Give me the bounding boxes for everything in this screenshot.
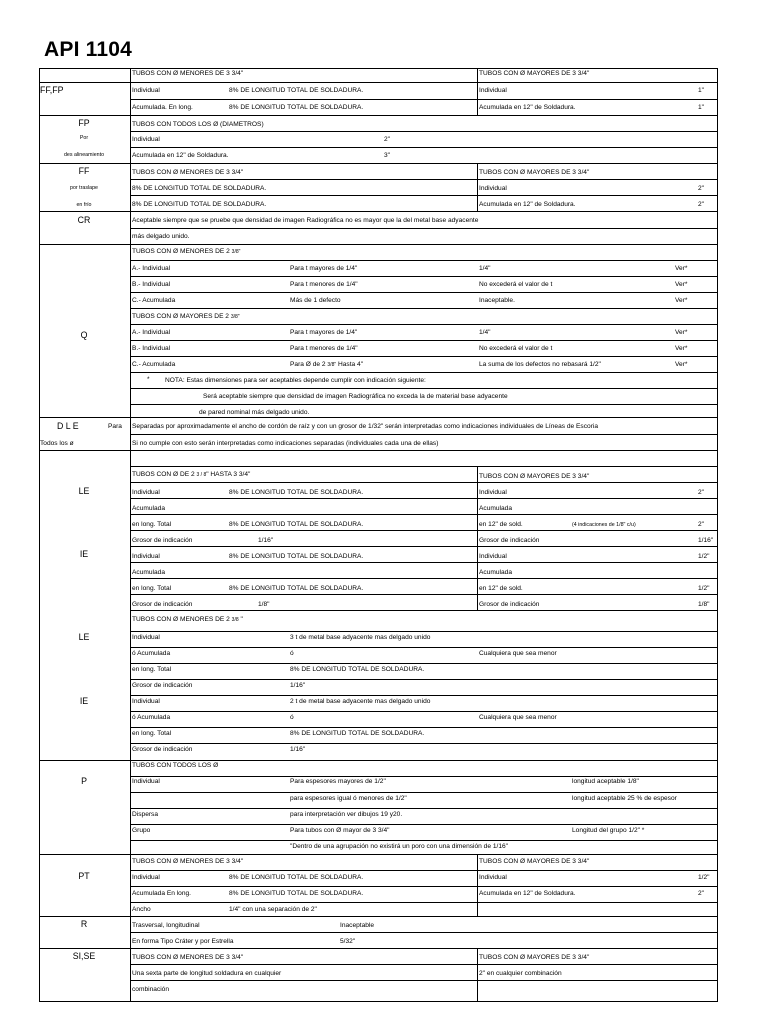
cell: ó Acumulada	[132, 650, 171, 657]
cell: Individual	[479, 489, 507, 496]
cell: Individual	[132, 553, 160, 560]
cell: longitud aceptable 1/8"	[572, 778, 639, 785]
cell: 8% DE LONGITUD TOTAL DE SOLDADURA.	[290, 666, 425, 673]
grid-line	[130, 260, 718, 261]
grid-line	[39, 450, 718, 451]
grid-line	[130, 663, 718, 664]
code-dle-para: Para	[108, 423, 122, 430]
cell: 2 t de metal base adyacente mas delgado unido	[290, 698, 431, 705]
cell: Dispersa	[132, 811, 159, 818]
grid-line	[130, 594, 718, 595]
code-ie: IE	[79, 549, 89, 559]
cell: en long. Total	[132, 666, 172, 673]
grid-line	[130, 498, 718, 499]
cell: C.- Acumulada	[132, 297, 176, 304]
cell: Individual	[132, 874, 160, 881]
code-ie: IE	[79, 696, 89, 706]
cell: Individual	[479, 874, 507, 881]
grid-line	[130, 824, 718, 825]
cell: en long. Total	[132, 730, 172, 737]
cell: TUBOS CON TODOS LOS Ø	[132, 762, 219, 769]
cell: Ver*	[675, 297, 688, 304]
cell: 8% DE LONGITUD TOTAL DE SOLDADURA.	[229, 874, 364, 881]
cell: Longitud del grupo 1/2" *	[572, 827, 645, 834]
note: Será aceptable siempre que densidad de imagen Radiográfica no exceda la de material base adyacente	[203, 393, 508, 400]
cell: Grosor de indicación	[132, 537, 193, 544]
cell: Acumulada	[132, 569, 165, 576]
grid-line	[39, 916, 718, 917]
grid-line	[130, 695, 718, 696]
acceptance-criteria-table	[39, 68, 717, 1001]
cell: Aceptable siempre que se pruebe que densidad de imagen Radiográfica no es mayor que la del metal base adyacente	[132, 217, 479, 224]
grid-line	[130, 340, 718, 341]
grid-line	[130, 679, 718, 680]
cell: TUBOS CON Ø MAYORES DE 3 3/4"	[479, 954, 590, 961]
cell: Individual	[132, 136, 160, 143]
grid-line	[130, 482, 718, 483]
cell: 1/16"	[290, 746, 306, 753]
grid-line	[39, 68, 718, 69]
cell: 1/4"	[479, 329, 491, 336]
cell: TUBOS CON TODOS LOS Ø (DIAMETROS)	[132, 121, 264, 128]
cell: B.- Individual	[132, 281, 171, 288]
cell: Acumulada en 12" de Soldadura.	[479, 104, 576, 111]
grid-line	[39, 760, 718, 761]
cell: longitud aceptable 25 % de espesor	[572, 795, 677, 802]
grid-line	[130, 578, 718, 579]
cell: Para tubos con Ø mayor de 3 3/4"	[290, 827, 390, 834]
grid-line	[130, 792, 718, 793]
grid-line	[130, 647, 718, 648]
cell: 1/2"	[698, 553, 710, 560]
code-le: LE	[78, 486, 90, 496]
cell: 8% DE LONGITUD TOTAL DE SOLDADURA.	[132, 185, 267, 192]
cell: Individual	[132, 778, 160, 785]
code-fp-sub: Por	[79, 135, 89, 141]
grid-line	[130, 932, 718, 933]
grid-line	[39, 1001, 718, 1002]
cell: 1/8"	[258, 601, 270, 608]
cell: 3"	[384, 152, 391, 159]
grid-line	[130, 228, 718, 229]
cell: 1"	[698, 87, 705, 94]
cell: 8% DE LONGITUD TOTAL DE SOLDADURA.	[132, 201, 267, 208]
cell: 2"	[384, 136, 391, 143]
cell: A.- Individual	[132, 265, 171, 272]
code-dle: D L E	[57, 421, 79, 431]
cell: 1/2"	[698, 874, 710, 881]
cell: Grosor de indicación	[479, 537, 540, 544]
grid-line	[130, 372, 718, 373]
grid-line	[130, 434, 718, 435]
cell: 8% DE LONGITUD TOTAL DE SOLDADURA.	[290, 730, 425, 737]
grid-line	[130, 546, 718, 547]
cell: 2"	[698, 201, 705, 208]
cell: TUBOS CON Ø MENORES DE 3 3/4"	[132, 858, 244, 865]
cell: Acumulada en 12" de Soldadura.	[132, 152, 229, 159]
cell: Cualquiera que sea menor	[479, 714, 557, 721]
cell: Ver*	[675, 265, 688, 272]
cell: en 12" de sold.	[479, 585, 523, 592]
cell: Separadas por aproximadamente el ancho de cordón de raíz y con un grosor de 1/32" serán interpretadas como indicaciones individuales de Líneas de Escoria	[132, 423, 599, 430]
cell: TUBOS CON Ø MENORES DE 2 3/8"	[132, 248, 241, 255]
cell: ó	[290, 650, 294, 657]
code-p: P	[81, 776, 87, 786]
cell: Acumulada	[479, 505, 512, 512]
note-star: *	[147, 376, 150, 383]
cell: TUBOS CON Ø MAYORES DE 2 3/8"	[132, 313, 240, 320]
cell: Individual	[132, 634, 160, 641]
grid-line	[130, 631, 718, 632]
grid-line	[130, 840, 718, 841]
grid-line	[39, 68, 40, 1002]
cell: Ver*	[675, 361, 688, 368]
grid-line	[130, 356, 718, 357]
grid-line	[130, 964, 718, 965]
cell: Grosor de indicación	[132, 682, 193, 689]
grid-line	[130, 131, 718, 132]
grid-line	[130, 870, 718, 871]
code-fp-sub: des alineamiento	[63, 152, 105, 158]
cell: en 12" de sold.	[479, 521, 523, 528]
header-right: TUBOS CON Ø MAYORES DE 3 3/4"	[479, 70, 590, 77]
cell: Individual	[132, 87, 160, 94]
cell: Grosor de indicación	[132, 601, 193, 608]
cell: TUBOS CON Ø MAYORES DE 3 3/4"	[479, 473, 590, 480]
cell: combinación	[132, 986, 170, 993]
grid-line	[130, 147, 718, 148]
code-si-se: SI,SE	[72, 951, 96, 961]
grid-line	[477, 68, 478, 116]
cell: Ver*	[675, 329, 688, 336]
cell: 8% DE LONGITUD TOTAL DE SOLDADURA.	[229, 489, 364, 496]
cell: Grupo	[132, 827, 151, 834]
cell: A.- Individual	[132, 329, 171, 336]
grid-line	[39, 417, 718, 418]
grid-line	[130, 99, 718, 100]
cell: Más de 1 defecto	[290, 297, 341, 304]
cell: Cualquiera que sea menor	[479, 650, 557, 657]
grid-line	[130, 68, 131, 1002]
grid-line	[130, 404, 718, 405]
grid-line	[39, 82, 718, 83]
cell: 8% DE LONGITUD TOTAL DE SOLDADURA.	[229, 521, 364, 528]
cell: 2"	[698, 890, 705, 897]
grid-line	[130, 711, 718, 712]
cell: 3 t de metal base adyacente mas delgado unido	[290, 634, 431, 641]
cell: Acumulada	[132, 505, 165, 512]
cell: Para t mayores de 1/4"	[290, 329, 358, 336]
grid-line	[130, 776, 718, 777]
cell: ó Acumulada	[132, 714, 171, 721]
cell: Para espesores mayores de 1/2"	[290, 778, 386, 785]
grid-line	[130, 902, 718, 903]
cell: Individual	[479, 185, 507, 192]
cell: No excederá el valor de t	[479, 345, 553, 352]
grid-line	[130, 562, 718, 563]
grid-line	[130, 743, 718, 744]
note: de pared nominal más delgado unido.	[199, 409, 310, 416]
code-r: R	[80, 919, 88, 929]
code-dle-todos: Todos los ø	[40, 440, 74, 447]
cell: TUBOS CON Ø DE 2 3 / 8" HASTA 3 3/4"	[132, 471, 251, 478]
cell: "Dentro de una agrupación no existirá un poro con una dimensión de 1/16"	[290, 843, 509, 850]
cell: TUBOS CON Ø MENORES DE 3 3/4"	[132, 954, 244, 961]
cell: Individual	[132, 698, 160, 705]
cell: 1/4"	[479, 265, 491, 272]
grid-line	[717, 68, 718, 1002]
cell: 1/8"	[698, 601, 710, 608]
grid-line	[477, 163, 478, 212]
header-left: TUBOS CON Ø MENORES DE 3 3/4"	[132, 70, 244, 77]
cell: Acumulada	[479, 569, 512, 576]
cell: (4 indicaciones de 1/8" c/u)	[572, 522, 636, 528]
cell: La suma de los defectos no rebasará 1/2"	[479, 361, 601, 368]
cell: 1/16"	[290, 682, 306, 689]
cell: en long. Total	[132, 585, 172, 592]
grid-line	[130, 179, 718, 180]
cell: Acumulada En long.	[132, 890, 192, 897]
cell: Inaceptable	[340, 922, 375, 929]
grid-line	[39, 115, 718, 116]
grid-line	[39, 211, 718, 212]
cell: Acumulada. En long.	[132, 104, 193, 111]
cell: 1/16"	[258, 537, 274, 544]
cell: Individual	[479, 553, 507, 560]
grid-line	[130, 727, 718, 728]
cell: TUBOS CON Ø MAYORES DE 3 3/4"	[479, 169, 590, 176]
grid-line	[130, 808, 718, 809]
note: NOTA: Estas dimensiones para ser aceptables depende cumplir con indicación siguiente:	[165, 377, 426, 384]
cell: 1/4" con una separación de 2"	[229, 906, 317, 913]
cell: 8% DE LONGITUD TOTAL DE SOLDADURA.	[229, 104, 364, 111]
grid-line	[477, 854, 478, 917]
cell: Acumulada en 12" de Soldadura.	[479, 201, 576, 208]
grid-line	[130, 276, 718, 277]
cell: TUBOS CON Ø MAYORES DE 3 3/4"	[479, 858, 590, 865]
cell: Ver*	[675, 281, 688, 288]
cell: No excederá el valor de t	[479, 281, 553, 288]
grid-line	[130, 980, 718, 981]
cell: Para t menores de 1/4"	[290, 281, 358, 288]
cell: Para t mayores de 1/4"	[290, 265, 358, 272]
cell: Ver*	[675, 345, 688, 352]
code-ff-sub: por traslape	[70, 185, 98, 191]
cell: En forma Tipo Cráter y por Estrella	[132, 938, 234, 945]
cell: B.- Individual	[132, 345, 171, 352]
code-pt: PT	[78, 871, 90, 881]
code-fp: FP	[78, 118, 90, 128]
grid-line	[130, 530, 718, 531]
code-cr: CR	[77, 215, 91, 225]
grid-line	[39, 163, 718, 164]
cell: más delgado unido.	[132, 233, 190, 240]
grid-line	[130, 308, 718, 309]
cell: Individual	[479, 87, 507, 94]
cell: Si no cumple con esto serán interpretadas como indicaciones separadas (individuales cada una de ellas)	[132, 440, 439, 447]
cell: 8% DE LONGITUD TOTAL DE SOLDADURA.	[229, 585, 364, 592]
code-le: LE	[78, 632, 90, 642]
cell: Una sexta parte de longitud soldadura en cualquier	[132, 970, 282, 977]
cell: 1/16"	[698, 537, 714, 544]
grid-line	[130, 610, 718, 611]
grid-line	[477, 948, 478, 1002]
cell: 8% DE LONGITUD TOTAL DE SOLDADURA.	[229, 890, 364, 897]
cell: C.- Acumulada	[132, 361, 176, 368]
grid-line	[130, 466, 718, 467]
code-q: Q	[80, 330, 88, 340]
cell: 2" en cualquier combinación	[479, 970, 562, 977]
cell: Inaceptable.	[479, 297, 515, 304]
cell: Acumulada en 12" de Soldadura.	[479, 890, 576, 897]
cell: en long. Total	[132, 521, 172, 528]
cell: Grosor de indicación	[132, 746, 193, 753]
grid-line	[130, 324, 718, 325]
cell: Para t menores de 1/4"	[290, 345, 358, 352]
cell: 5/32"	[340, 938, 356, 945]
code-ff-sub: en frío	[76, 202, 92, 208]
grid-line	[130, 388, 718, 389]
cell: Ancho	[132, 906, 151, 913]
grid-line	[130, 195, 718, 196]
cell: TUBOS CON Ø MENORES DE 2 3/8 "	[132, 616, 243, 623]
code-ff-fp: FF,FP	[40, 85, 64, 95]
code-ff: FF	[78, 166, 90, 176]
cell: Trasversal, longitudinal	[132, 922, 200, 929]
cell: Para Ø de 2 3/8" Hasta 4"	[290, 361, 364, 368]
cell: 1"	[698, 104, 705, 111]
page-title: API 1104	[44, 38, 132, 61]
cell: 1/2"	[698, 585, 710, 592]
grid-line	[130, 514, 718, 515]
cell: 8% DE LONGITUD TOTAL DE SOLDADURA.	[229, 87, 364, 94]
cell: para interpretación ver dibujos 19 y20.	[290, 811, 403, 818]
grid-line	[39, 854, 718, 855]
cell: Grosor de indicación	[479, 601, 540, 608]
cell: para espesores igual ó menores de 1/2"	[290, 795, 407, 802]
cell: Individual	[132, 489, 160, 496]
cell: 2"	[698, 489, 705, 496]
grid-line	[39, 948, 718, 949]
grid-line	[130, 292, 718, 293]
cell: TUBOS CON Ø MENORES DE 3 3/4"	[132, 169, 244, 176]
cell: 8% DE LONGITUD TOTAL DE SOLDADURA.	[229, 553, 364, 560]
grid-line	[477, 466, 478, 611]
grid-line	[39, 244, 718, 245]
cell: 2"	[698, 185, 705, 192]
grid-line	[130, 886, 718, 887]
cell: ó	[290, 714, 294, 721]
cell: 2"	[698, 521, 705, 528]
